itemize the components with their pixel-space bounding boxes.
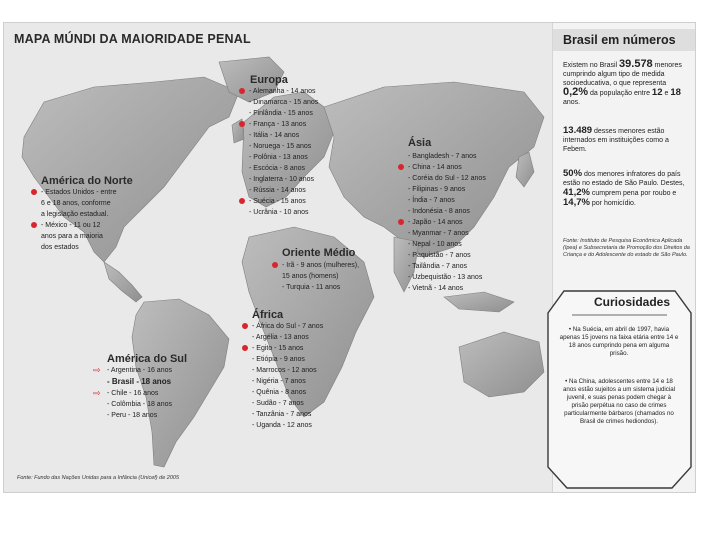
list-item-text: - Uzbequistão - 13 anos <box>408 274 483 281</box>
list-item-text: - Myanmar - 7 anos <box>408 230 469 237</box>
list-item-text: - Indonésia - 8 anos <box>408 208 470 215</box>
list-item-text: - Peru - 18 anos <box>107 412 158 419</box>
bullet-dot-icon <box>31 222 37 228</box>
list-item-text: - Finlândia - 15 anos <box>249 110 313 117</box>
stat-sao-paulo <box>563 169 693 208</box>
bullet-dot-icon <box>242 345 248 351</box>
bullet-dot-icon <box>31 189 37 195</box>
list-item-text: - Nepal - 10 anos <box>408 241 462 248</box>
list-item <box>41 209 116 220</box>
list-item-text: - Índia - 7 anos <box>408 197 455 204</box>
list-item <box>408 250 486 261</box>
list-item <box>252 321 323 332</box>
stat-internados <box>563 126 693 154</box>
region-title-asia: Ásia <box>408 137 432 149</box>
list-item-text: - Ucrânia - 10 anos <box>249 209 309 216</box>
list-item-text: - Argélia - 13 anos <box>252 334 309 341</box>
list-item <box>252 365 323 376</box>
stat1-number: 39.578 <box>619 58 653 70</box>
stat2-number: 13.489 <box>563 125 593 136</box>
list-item-text: - Brasil - 18 anos <box>107 377 172 386</box>
list-item-text: - Paquistão - 7 anos <box>408 252 471 259</box>
bullet-dot-icon <box>398 164 404 170</box>
list-item <box>408 173 486 184</box>
bullet-dot-icon <box>239 198 245 204</box>
panel-title: Brasil em números <box>563 33 676 47</box>
list-item-text: - Inglaterra - 10 anos <box>249 176 314 183</box>
list-item <box>249 86 318 97</box>
list-item <box>408 184 486 195</box>
central-america-shape <box>104 262 142 302</box>
list-item-text: - Turquia - 11 anos <box>282 284 341 291</box>
arrow-icon: ⇨ <box>93 365 101 375</box>
list-item <box>41 198 116 209</box>
poster <box>3 22 696 493</box>
list-item-text: - Argentina - 16 anos <box>107 367 172 374</box>
list-item <box>252 398 323 409</box>
list-item <box>107 410 172 421</box>
list-item-text: 15 anos (homens) <box>282 273 339 280</box>
list-item-text: - Sudão - 7 anos <box>252 400 304 407</box>
stat2-text: desses menores estão internados em instituições como a Febem. <box>563 128 669 153</box>
list-item-text: anos para a maioria <box>41 233 103 240</box>
list-item-text: - Bangladesh - 7 anos <box>408 153 477 160</box>
bullet-dot-icon <box>239 88 245 94</box>
region-title-oriente-medio: Oriente Médio <box>282 247 356 259</box>
list-item <box>408 151 486 162</box>
stat3-text2: cumprem pena por roubo e <box>591 190 677 197</box>
list-item-text: - Uganda - 12 anos <box>252 422 312 429</box>
list-item <box>249 119 318 130</box>
list-item <box>249 174 318 185</box>
indonesia-shape <box>444 292 514 312</box>
list-item-text: - França - 13 anos <box>249 121 307 128</box>
curiosidades-title: Curiosidades <box>594 295 671 309</box>
list-item <box>282 260 359 271</box>
list-item-text: - Tanzânia - 7 anos <box>252 411 312 418</box>
list-item <box>41 220 116 231</box>
list-item-text: - Quênia - 8 anos <box>252 389 307 396</box>
curiosidade-china: • Na China, adolescentes entre 14 e 18 anos estão sujeitos a um sistema judicial juvenil, e suas penas podem chegar à prisão perpétua no caso de crimes particularmente bárbaros (chamados no Brasil de crimes hediondos). <box>562 378 676 425</box>
list-item-text: - Alemanha - 14 anos <box>249 88 316 95</box>
region-list-oriente-medio <box>282 260 359 293</box>
list-item <box>107 399 172 410</box>
list-item <box>249 141 318 152</box>
list-item-text: - Noruega - 15 anos <box>249 143 312 150</box>
list-item-text: dos estados <box>41 244 79 251</box>
stat1-age2: 18 <box>670 87 681 98</box>
list-item <box>282 271 359 282</box>
list-item <box>408 261 486 272</box>
australia-shape <box>459 332 544 397</box>
stat1-text: menores cumprindo algum tipo de medida socioeducativa, o que representa <box>563 62 682 87</box>
curiosidade-suecia: • Na Suécia, em abril de 1997, havia apenas 15 jovens na faixa etária entre 14 e 18 anos cumprindo pena em alguma prisão. <box>559 326 679 357</box>
region-list-europa <box>249 86 318 218</box>
japan-shape <box>516 152 534 187</box>
list-item <box>408 217 486 228</box>
list-item <box>41 242 116 253</box>
stat-menores <box>563 60 693 107</box>
list-item <box>249 108 318 119</box>
bullet-dot-icon <box>272 262 278 268</box>
list-item <box>252 332 323 343</box>
list-item-text: - Colômbia - 18 anos <box>107 401 172 408</box>
bullet-dot-icon <box>239 121 245 127</box>
panel-header <box>553 29 696 51</box>
list-item-text: - Estados Unidos - entre <box>41 189 117 196</box>
arrow-icon: ⇨ <box>93 388 101 398</box>
stat3-number: 50% <box>563 168 583 179</box>
region-list-africa <box>252 321 323 431</box>
bullet-dot-icon <box>242 323 248 329</box>
list-item <box>41 231 116 242</box>
bullet-dot-icon <box>398 219 404 225</box>
list-item <box>249 185 318 196</box>
list-item <box>408 283 486 294</box>
region-title-america-sul: América do Sul <box>107 353 188 365</box>
region-title-america-norte: América do Norte <box>41 175 133 187</box>
list-item <box>282 282 359 293</box>
stat1-age1: 12 <box>651 87 663 98</box>
page-title: MAPA MÚNDI DA MAIORIDADE PENAL <box>14 32 251 46</box>
stat3-percent1: 41,2% <box>563 187 590 198</box>
list-item <box>93 365 172 376</box>
stat1-and: e <box>664 90 669 97</box>
list-item-text: - Chile - 16 anos <box>107 390 159 397</box>
list-item <box>408 195 486 206</box>
stat1-end: anos. <box>563 99 581 106</box>
list-item <box>249 152 318 163</box>
list-item <box>93 388 172 399</box>
list-item <box>249 196 318 207</box>
region-title-africa: África <box>252 309 284 321</box>
list-item <box>408 228 486 239</box>
region-list-america-sul <box>93 365 172 421</box>
list-item-text: - China - 14 anos <box>408 164 462 171</box>
list-item-text: - Nigéria - 7 anos <box>252 378 306 385</box>
list-item-text: - África do Sul - 7 anos <box>252 323 324 330</box>
footer-source: Fonte: Fundo das Nações Unidas para a Infância (Unicef) de 2005 <box>17 475 180 481</box>
region-title-europa: Europa <box>250 74 288 86</box>
list-item-text: - Polônia - 13 anos <box>249 154 308 161</box>
list-item-text: - Tailândia - 7 anos <box>408 263 468 270</box>
stat3-text: dos menores infratores do país estão no estado de São Paulo. Destes, <box>563 171 685 187</box>
list-item-text: - Japão - 14 anos <box>408 219 463 226</box>
region-list-asia <box>408 151 486 294</box>
list-item <box>408 206 486 217</box>
list-item-text: a legislação estadual. <box>41 211 109 218</box>
list-item-text: - Vietnã - 14 anos <box>408 285 464 292</box>
list-item <box>249 207 318 218</box>
stat3-text3: por homicídio. <box>591 200 636 207</box>
stat3-percent2: 14,7% <box>563 197 590 208</box>
panel-source: Fonte: Instituto de Pesquisa Econômica Aplicada (Ipea) e Subsecretaria de Promoção dos Direitos da Criança e do Adolescente do estado de São Paulo. <box>563 238 690 258</box>
list-item <box>249 130 318 141</box>
list-item-text: 6 e 18 anos, conforme <box>41 200 111 207</box>
list-item <box>252 343 323 354</box>
stat1-pre: Existem no Brasil <box>563 62 618 69</box>
list-item <box>41 187 116 198</box>
list-item <box>408 239 486 250</box>
list-item-text: - México - 11 ou 12 <box>41 222 101 229</box>
list-item-text: - Itália - 14 anos <box>249 132 300 139</box>
list-item <box>252 387 323 398</box>
list-item-text: - Dinamarca - 15 anos <box>249 99 319 106</box>
region-list-america-norte <box>41 187 116 253</box>
list-item-text: - Marrocos - 12 anos <box>252 367 317 374</box>
list-item-text: - Coréia do Sul - 12 anos <box>408 175 486 182</box>
list-item <box>252 376 323 387</box>
list-item-text: - Suécia - 15 anos <box>249 198 306 205</box>
list-item <box>252 354 323 365</box>
list-item-text: - Escócia - 8 anos <box>249 165 306 172</box>
list-item-text: - Etiópia - 9 anos <box>252 356 305 363</box>
list-item-text: - Irã - 9 anos (mulheres), <box>282 262 360 269</box>
list-item <box>252 420 323 431</box>
list-item <box>252 409 323 420</box>
list-item <box>107 376 172 388</box>
list-item <box>408 272 486 283</box>
list-item-text: - Egito - 15 anos <box>252 345 304 352</box>
stat1-percent: 0,2% <box>563 86 589 98</box>
list-item-text: - Rússia - 14 anos <box>249 187 306 194</box>
list-item-text: - Filipinas - 9 anos <box>408 186 466 193</box>
list-item <box>249 163 318 174</box>
stat1-text2: da população entre <box>590 90 650 97</box>
list-item <box>408 162 486 173</box>
list-item <box>249 97 318 108</box>
